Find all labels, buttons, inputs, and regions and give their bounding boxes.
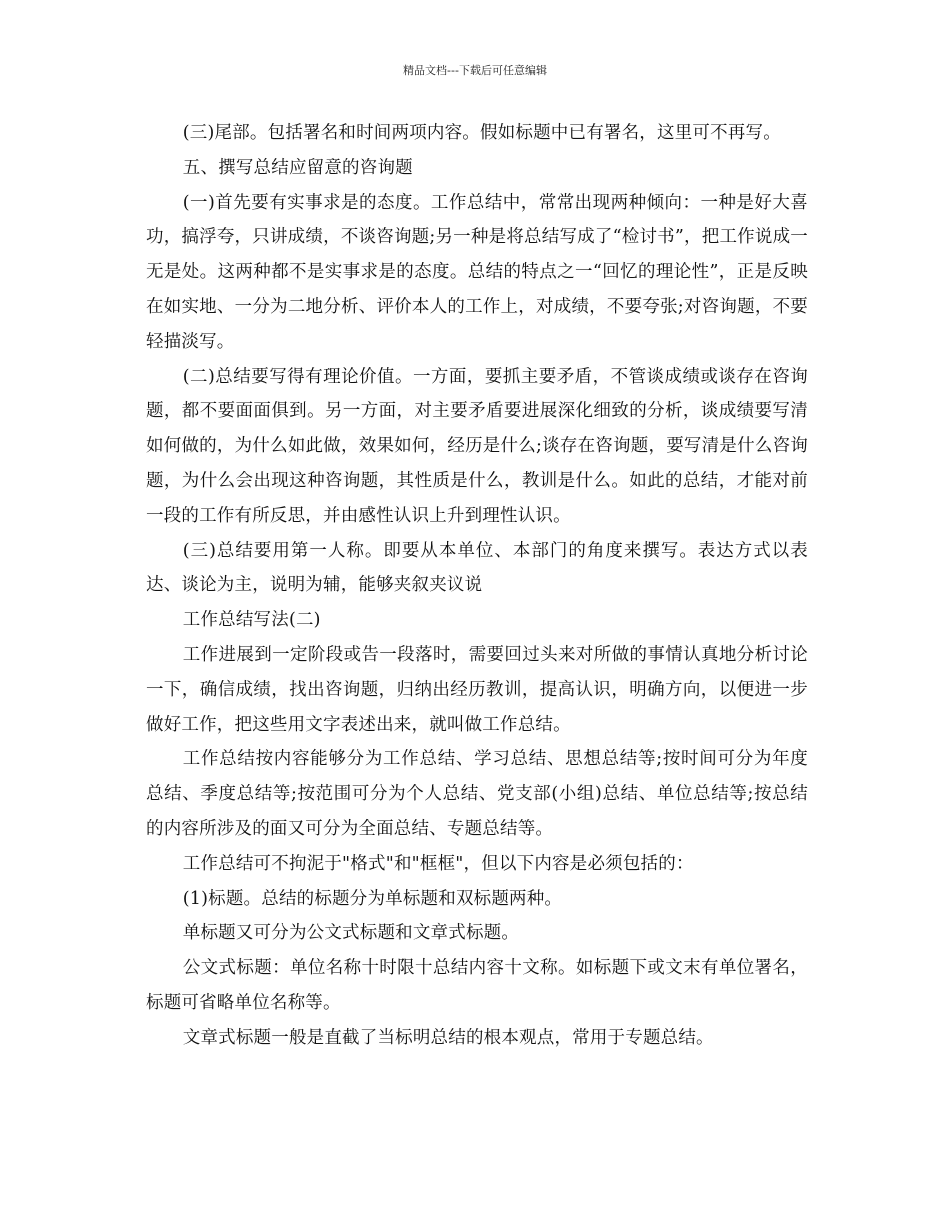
paragraph-official-title: 公文式标题：单位名称十时限十总结内容十文称。如标题下或文末有单位署名，标题可省略单位名称等。 [146,958,808,1013]
paragraph-single-title: 单标题又可分为公文式标题和文章式标题。 [182,923,520,944]
section-heading-method-two: 工作总结写法(二) [182,610,321,631]
paragraph-tail-section: (三)尾部。包括署名和时间两项内容。假如标题中已有署名，这里可不再写。 [182,123,781,143]
paragraph-article-title: 文章式标题一般是直截了当标明总结的根本观点，常用于专题总结。 [182,1027,714,1048]
paragraph-point-one: (一)首先要有实事求是的态度。工作总结中，常常出现两种倾向：一种是好大喜功，搞浮夸，只讲成绩，不谈咨询题;另一种是将总结写成了“检讨书”，把工作说成一无是处。这两种都不是实事求是的态度。总结的特点之一“回忆的理论性”，正是反映在如实地、一分为二地分析、评价本人的工作上，对成绩，不要夸张;对咨询题，不要轻描淡写。 [146,192,808,352]
paragraph-definition: 工作进展到一定阶段或告一段落时，需要回过头来对所做的事情认真地分析讨论一下，确信成绩，找出咨询题，归纳出经历教训，提高认识，明确方向，以便进一步做好工作，把这些用文字表述出来，就叫做工作总结。 [146,644,808,735]
document-body [146,116,808,1056]
paragraph-title-types: (1)标题。总结的标题分为单标题和双标题两种。 [182,888,563,909]
paragraph-point-three: (三)总结要用第一人称。即要从本单位、本部门的角度来撰写。表达方式以表达、谈论为主，说明为辅，能够夹叙夹议说 [146,540,808,596]
page-header: 精品文档---下载后可任意编辑 [403,64,547,77]
paragraph-categories: 工作总结按内容能够分为工作总结、学习总结、思想总结等;按时间可分为年度总结、季度总结等;按范围可分为个人总结、党支部(小组)总结、单位总结等;按总结的内容所涉及的面又可分为全面总结、专题总结等。 [146,749,808,839]
paragraph-required-content: 工作总结可不拘泥于"格式"和"框框"，但以下内容是必须包括的： [182,853,694,874]
paragraph-point-two: (二)总结要写得有理论价值。一方面，要抓主要矛盾，不管谈成绩或谈存在咨询题，都不要面面俱到。另一方面，对主要矛盾要进展深化细致的分析，谈成绩要写清如何做的，为什么如此做，效果如何，经历是什么;谈存在咨询题，要写清是什么咨询题，为什么会出现这种咨询题，其性质是什么，教训是什么。如此的总结，才能对前一段的工作有所反思，并由感性认识上升到理性认识。 [146,366,808,526]
section-heading-five: 五、撰写总结应留意的咨询题 [182,157,413,178]
